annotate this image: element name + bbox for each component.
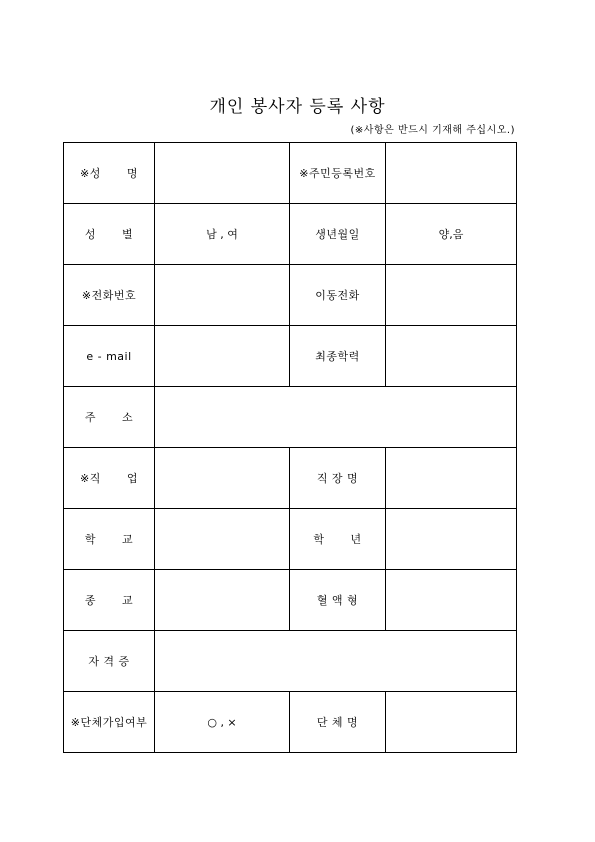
grade-field[interactable] [386, 509, 517, 570]
group-membership-label: ※단체가입여부 [64, 692, 155, 753]
group-membership-field[interactable]: ○ , × [155, 692, 290, 753]
email-label: e - mail [64, 326, 155, 387]
workplace-label: 직 장 명 [290, 448, 386, 509]
religion-field[interactable] [155, 570, 290, 631]
address-label: 주 소 [64, 387, 155, 448]
row-email [64, 326, 517, 387]
row-group [64, 692, 517, 753]
row-certificate [64, 631, 517, 692]
certificate-field[interactable] [155, 631, 517, 692]
workplace-field[interactable] [386, 448, 517, 509]
gender-label: 성 별 [64, 204, 155, 265]
blood-type-field[interactable] [386, 570, 517, 631]
gender-field[interactable]: 남 , 여 [155, 204, 290, 265]
row-phone [64, 265, 517, 326]
row-address [64, 387, 517, 448]
email-field[interactable] [155, 326, 290, 387]
education-field[interactable] [386, 326, 517, 387]
phone-label: ※전화번호 [64, 265, 155, 326]
education-label: 최종학력 [290, 326, 386, 387]
mobile-label: 이동전화 [290, 265, 386, 326]
name-field[interactable] [155, 143, 290, 204]
row-religion [64, 570, 517, 631]
row-gender [64, 204, 517, 265]
birthdate-field[interactable]: 양,음 [386, 204, 517, 265]
row-name [64, 143, 517, 204]
name-label: ※성 명 [64, 143, 155, 204]
group-name-field[interactable] [386, 692, 517, 753]
school-field[interactable] [155, 509, 290, 570]
page-title: 개인 봉사자 등록 사항 [209, 97, 386, 117]
mobile-field[interactable] [386, 265, 517, 326]
phone-field[interactable] [155, 265, 290, 326]
grade-label: 학 년 [290, 509, 386, 570]
birthdate-label: 생년월일 [290, 204, 386, 265]
group-name-label: 단 체 명 [290, 692, 386, 753]
religion-label: 종 교 [64, 570, 155, 631]
blood-type-label: 혈 액 형 [290, 570, 386, 631]
row-school [64, 509, 517, 570]
required-note: (※사항은 반드시 기재해 주십시오.) [350, 125, 515, 136]
job-label: ※직 업 [64, 448, 155, 509]
row-job [64, 448, 517, 509]
school-label: 학 교 [64, 509, 155, 570]
job-field[interactable] [155, 448, 290, 509]
resident-number-field[interactable] [386, 143, 517, 204]
address-field[interactable] [155, 387, 517, 448]
certificate-label: 자 격 증 [64, 631, 155, 692]
resident-number-label: ※주민등록번호 [290, 143, 386, 204]
registration-form-table [63, 142, 517, 753]
